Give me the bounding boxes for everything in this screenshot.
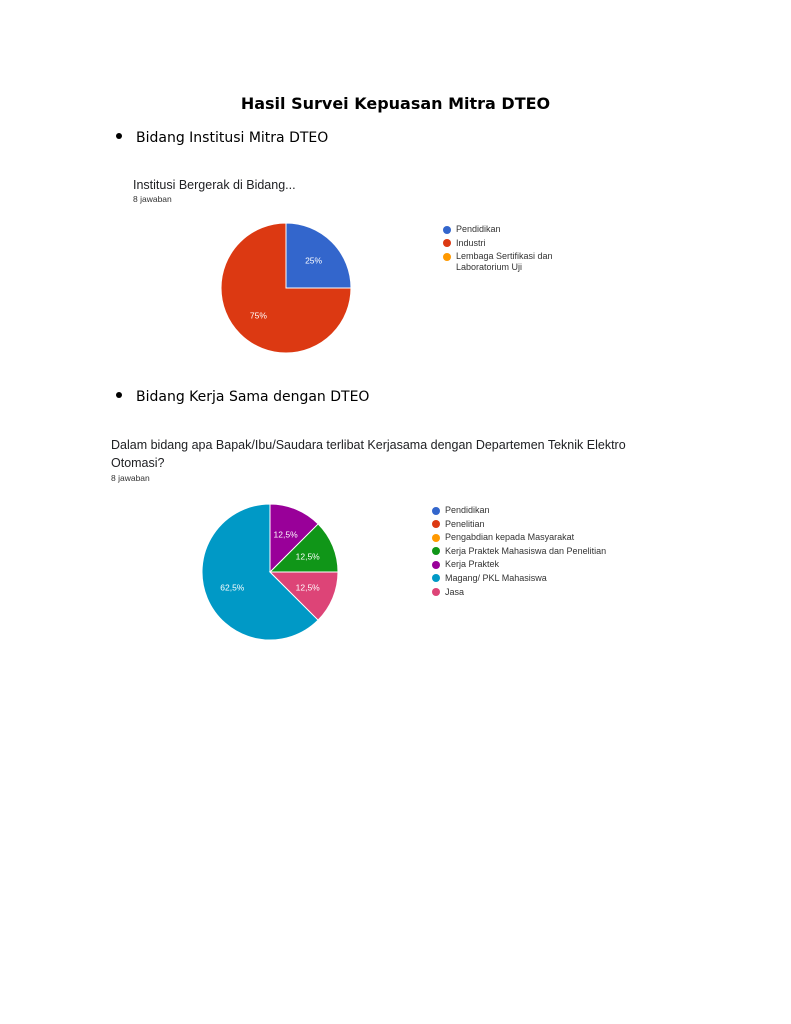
legend-label: Kerja Praktek Mahasiswa dan Penelitian xyxy=(445,545,607,556)
section-heading-text: Bidang Kerja Sama dengan DTEO xyxy=(136,389,370,405)
legend-label: Kerja Praktek xyxy=(445,559,500,570)
chart2-subtitle: 8 jawaban xyxy=(111,473,150,483)
legend-item xyxy=(443,251,608,273)
pie-slice-label: 12,5% xyxy=(273,529,298,540)
legend-item xyxy=(432,559,632,570)
legend-swatch xyxy=(432,534,440,542)
legend-label: Jasa xyxy=(445,586,465,597)
legend-swatch xyxy=(432,561,440,569)
legend-label: Penelitian xyxy=(445,518,485,529)
legend-swatch xyxy=(432,520,440,528)
chart1-legend xyxy=(443,224,608,276)
legend-swatch xyxy=(432,507,440,515)
legend-label: Pengabdian kepada Masyarakat xyxy=(445,532,575,543)
legend-label: Pendidikan xyxy=(456,224,501,234)
legend-swatch xyxy=(432,588,440,596)
legend-label: Pendidikan xyxy=(445,505,490,515)
legend-swatch xyxy=(432,547,440,555)
legend-item xyxy=(432,573,632,584)
legend-swatch xyxy=(443,239,451,247)
chart2-title: Dalam bidang apa Bapak/Ibu/Saudara terlibat Kerjasama dengan Departemen Teknik Elektro Otomasi? xyxy=(111,438,626,470)
chart2-pie xyxy=(202,504,338,640)
legend-swatch xyxy=(443,253,451,261)
pie-slice-label: 12,5% xyxy=(295,582,320,593)
legend-item xyxy=(432,532,632,543)
legend-item xyxy=(432,519,632,530)
section-heading-text: Bidang Institusi Mitra DTEO xyxy=(136,130,329,146)
pie-slice-label: 62,5% xyxy=(220,582,245,593)
section-heading-institusi xyxy=(116,130,328,146)
chart1-pie xyxy=(221,223,351,353)
pie-slice-label: 75% xyxy=(249,310,267,321)
legend-item xyxy=(432,505,632,516)
legend-item xyxy=(443,224,608,235)
chart1-subtitle: 8 jawaban xyxy=(133,194,172,204)
legend-label: Magang/ PKL Mahasiswa xyxy=(445,572,547,583)
legend-item xyxy=(432,587,632,598)
document-title: Hasil Survei Kepuasan Mitra DTEO xyxy=(240,94,551,113)
chart2-legend xyxy=(432,505,632,600)
legend-swatch xyxy=(432,574,440,582)
bullet-icon xyxy=(116,133,122,139)
legend-item xyxy=(432,546,632,557)
bullet-icon xyxy=(116,392,122,398)
section-heading-kerjasama xyxy=(116,389,369,405)
legend-swatch xyxy=(443,226,451,234)
pie-slice-label: 25% xyxy=(305,255,323,266)
legend-label: Lembaga Sertifikasi dan Laboratorium Uji xyxy=(456,251,553,273)
chart1-title: Institusi Bergerak di Bidang... xyxy=(133,178,296,192)
legend-item xyxy=(443,238,608,249)
legend-label: Industri xyxy=(456,237,486,248)
pie-slice-label: 12,5% xyxy=(295,551,320,562)
